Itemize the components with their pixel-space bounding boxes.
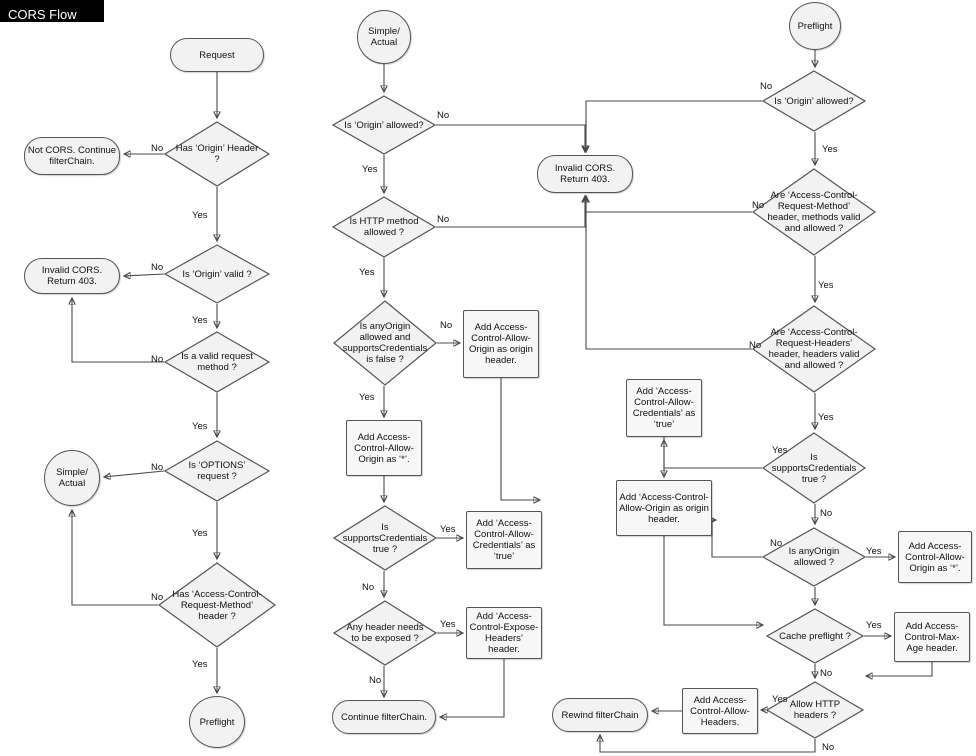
edge-label: Yes [772,694,788,705]
edge-label: No [151,592,164,603]
node-right-supports-credentials[interactable] [762,432,866,504]
edge-label: No [749,340,762,351]
node-add-allow-credentials-right[interactable]: Add ‘Access-Control-Allow-Credentials’ as ‘true’ [626,379,702,437]
node-label: Is anyOrigin allowed ? [788,546,840,568]
node-any-header-exposed[interactable] [333,600,437,666]
node-preflight-start[interactable]: Preflight [789,2,841,50]
edge-label: Yes [192,315,208,326]
edge-label: No [752,200,765,211]
node-label: Is ‘Origin’ valid ? [182,268,252,280]
node-allow-http-headers[interactable] [766,681,864,739]
node-invalid-cors-left[interactable]: Invalid CORS. Return 403. [24,258,120,294]
node-add-max-age[interactable]: Add Access-Control-Max-Age header. [894,612,970,662]
node-label: Are ‘Access-Control-Request-Headers’ header, headers valid and allowed ? [768,327,860,371]
node-add-expose-headers[interactable]: Add ‘Access-Control-Expose-Headers’ header. [466,607,542,659]
edge-label: Yes [359,392,375,403]
edge-label: Yes [818,280,834,291]
edge-label: No [820,668,833,679]
node-acr-method-valid[interactable] [752,168,876,256]
node-anyorigin-and-credentials-false[interactable] [333,300,437,386]
node-request[interactable]: Request [170,38,264,72]
node-add-allow-origin-origin-right[interactable]: Add ‘Access-Control-Allow-Origin as origin header. [616,480,712,536]
node-not-cors-continue[interactable]: Not CORS. Continue filterChain. [24,137,120,175]
edge-label: No [151,462,164,473]
edge-label: Yes [866,546,882,557]
node-add-allow-origin-star-mid[interactable]: Add Access-Control-Allow-Origin as ‘*’. [346,420,422,476]
edge-label: No [369,675,382,686]
edge-label: No [820,508,833,519]
node-add-allow-origin-star-right[interactable]: Add Access-Control-Allow-Origin as ‘*’. [898,531,972,583]
edge-label: No [770,538,783,549]
edge-label: Yes [818,412,834,423]
edge-label: No [151,143,164,154]
edge-label: Yes [192,421,208,432]
node-invalid-cors-mid[interactable]: Invalid CORS. Return 403. [537,155,633,193]
edge-label: No [760,81,773,92]
node-continue-filterchain[interactable]: Continue filterChain. [332,700,436,734]
node-simple-actual-start[interactable]: Simple/ Actual [357,10,411,64]
node-has-acr-method-header[interactable] [158,562,276,648]
edge-label: Yes [192,210,208,221]
node-add-allow-origin-origin-mid[interactable]: Add Access-Control-Allow-Origin as origin header. [463,310,539,378]
edge-label: No [437,214,450,225]
node-label: Is ‘OPTIONS’ request ? [188,460,246,482]
node-cache-preflight[interactable] [766,608,864,664]
node-label: Is ‘Origin’ allowed? [774,95,854,107]
node-label: Is HTTP method allowed ? [349,216,419,238]
node-label: Cache preflight ? [779,630,851,642]
edge-label: Yes [192,528,208,539]
node-simple-actual-left[interactable]: Simple/ Actual [44,450,100,506]
node-has-origin-header[interactable] [164,121,270,187]
node-add-allow-headers[interactable]: Add Access-Control-Allow-Headers. [682,688,758,734]
page-title: CORS Flow Chart [0,0,104,22]
node-label: Is supportsCredentials true ? [342,521,428,555]
node-label: Is ‘Origin’ allowed? [344,119,424,131]
node-right-is-origin-allowed[interactable] [762,70,866,132]
node-mid-supports-credentials[interactable] [333,505,437,571]
edge-label: Yes [359,267,375,278]
edge-label: No [440,320,453,331]
edge-label: No [151,262,164,273]
node-label: Are ‘Access-Control-Request-Method’ header, methods valid and allowed ? [767,190,861,234]
edge-label: Yes [866,620,882,631]
edge-label: No [437,110,450,121]
edge-label: No [362,582,375,593]
node-add-allow-credentials-mid[interactable]: Add ‘Access-Control-Allow-Credentials’ as ‘true’ [466,511,542,569]
node-is-options-request[interactable] [164,440,270,502]
edge-label: Yes [772,445,788,456]
node-mid-is-origin-allowed[interactable] [332,95,436,155]
edge-label: Yes [192,659,208,670]
node-right-anyorigin-allowed[interactable] [762,527,866,587]
node-is-valid-request-method[interactable] [164,331,270,393]
node-rewind-filterchain[interactable]: Rewind filterChain [552,698,648,732]
node-is-http-method-allowed[interactable] [332,196,436,258]
node-label: Has ‘Origin’ Header ? [175,143,259,165]
node-is-origin-valid[interactable] [164,244,270,304]
node-label: Is anyOrigin allowed and supportsCredentials is false ? [342,321,428,365]
edge-label: No [151,354,164,365]
node-label: Allow HTTP headers ? [789,699,841,721]
node-acr-headers-valid[interactable] [752,305,876,393]
node-preflight-left[interactable]: Preflight [189,696,245,748]
node-label: Is supportsCredentials true ? [771,451,857,485]
edge-label: Yes [822,144,838,155]
edge-label: Yes [440,524,456,535]
node-label: Is a valid request method ? [181,351,253,373]
edge-label: No [822,742,835,753]
edge-label: Yes [362,164,378,175]
node-label: Has ‘Access-Control-Request-Method’ header ? [172,588,262,622]
node-label: Any header needs to be exposed ? [346,622,424,644]
edge-label: Yes [440,619,456,630]
